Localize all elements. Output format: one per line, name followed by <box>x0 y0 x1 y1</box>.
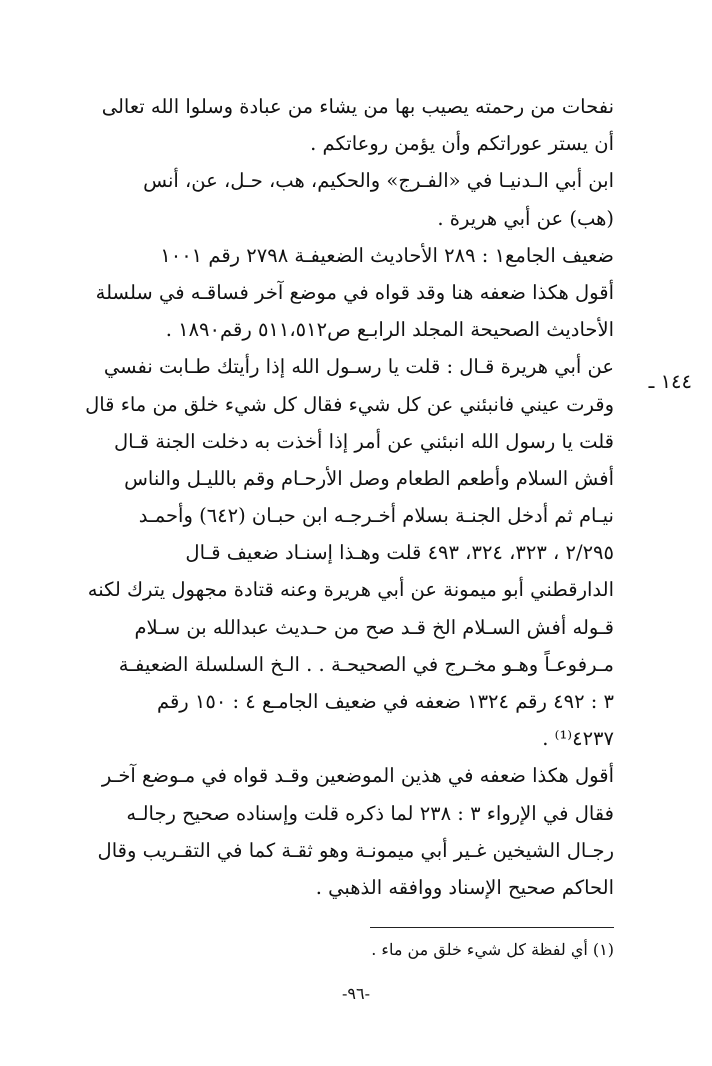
text-line: نفحات من رحمته يصيب بها من يشاء من عبادة وسلوا الله تعالى <box>101 95 614 118</box>
text-line: ابن أبي الـدنيـا في «الفـرج» والحكيم، هب، حـل، عن، أنس <box>143 169 614 193</box>
text-line: قـوله أفش السـلام الخ قـد صح من حـديث عبدالله بن سـلام <box>134 615 614 639</box>
text-line: أفش السلام وأطعم الطعام وصل الأرحـام وقم بالليـل والناس <box>124 466 614 490</box>
text-line: أن يستر عوراتكم وأن يؤمن روعاتكم . <box>310 132 614 156</box>
main-text <box>52 88 614 906</box>
text-line: الدارقطني أبو ميمونة عن أبي هريرة وعنه قتادة مجهول يترك لكنه <box>87 578 614 602</box>
closing-paragraph <box>52 757 614 906</box>
text-line: (هب) عن أبي هريرة . <box>437 206 614 230</box>
text-line: وقرت عيني فانبئني عن كل شيء فقال كل شيء خلق من ماء قال <box>85 392 614 416</box>
text-line: أقول هكذا ضعفه هنا وقد قواه في موضع آخر فساقـه في سلسلة <box>95 280 614 304</box>
text-line: رجـال الشيخين غـير أبي ميمونـة وهو ثقـة كما في التقـريب وقال <box>97 838 614 862</box>
text-line: الحاكم صحيح الإسناد ووافقه الذهبي . <box>315 875 614 899</box>
hadith-144 <box>52 348 614 757</box>
paragraph-1 <box>52 88 614 162</box>
footnote-divider <box>370 927 614 928</box>
text-line: قلت يا رسول الله انبئني عن أمر إذا أخذت به دخلت الجنة قـال <box>113 429 614 453</box>
paragraph-4-comment <box>52 274 614 348</box>
text-line: أقول هكذا ضعفه في هذين الموضعين وقـد قواه في مـوضع آخـر <box>101 764 614 788</box>
text-line: مـرفوعـاً وهـو مخـرج في الصحيحـة . . الـخ السلسلة الضعيفـة <box>118 652 614 676</box>
text-line: ضعيف الجامع١ : ٢٨٩ الأحاديث الضعيفـة ٢٧٩٨ رقم ١٠٠١ <box>160 243 614 267</box>
footnote: (١) أي لفظة كل شيء خلق من ماء . <box>371 940 614 959</box>
text-line: نيـام ثم أدخل الجنـة بسلام أخـرجـه ابن حبـان (٦٤٢) وأحمـد <box>138 504 614 528</box>
paragraph-3-grading <box>52 237 614 274</box>
page-number: -٩٦- <box>342 984 370 1003</box>
text-line: الأحاديث الصحيحة المجلد الرابـع ص٥١١،٥١٢ رقم١٨٩٠ . <box>165 318 614 342</box>
paragraph-2-sources <box>52 162 614 236</box>
text-line: ٤٢٣٧⁽¹⁾ . <box>542 727 614 751</box>
text-line: عن أبي هريرة قـال : قلت يا رسـول الله إذا رأيتك طـابت نفسي <box>103 355 614 379</box>
text-line: ٣ : ٤٩٢ رقم ١٣٢٤ ضعفه في ضعيف الجامـع ٤ : ١٥٠ رقم <box>156 690 614 713</box>
hadith-number: ١٤٤ ـ <box>648 370 692 393</box>
text-line: ٢/٢٩٥ ، ٣٢٣، ٣٢٤، ٤٩٣ قلت وهـذا إسنـاد ضعيف قـال <box>185 541 614 565</box>
text-line: فقال في الإرواء ٣ : ٢٣٨ لما ذكره قلت وإسناده صحيح رجالـه <box>126 801 614 825</box>
